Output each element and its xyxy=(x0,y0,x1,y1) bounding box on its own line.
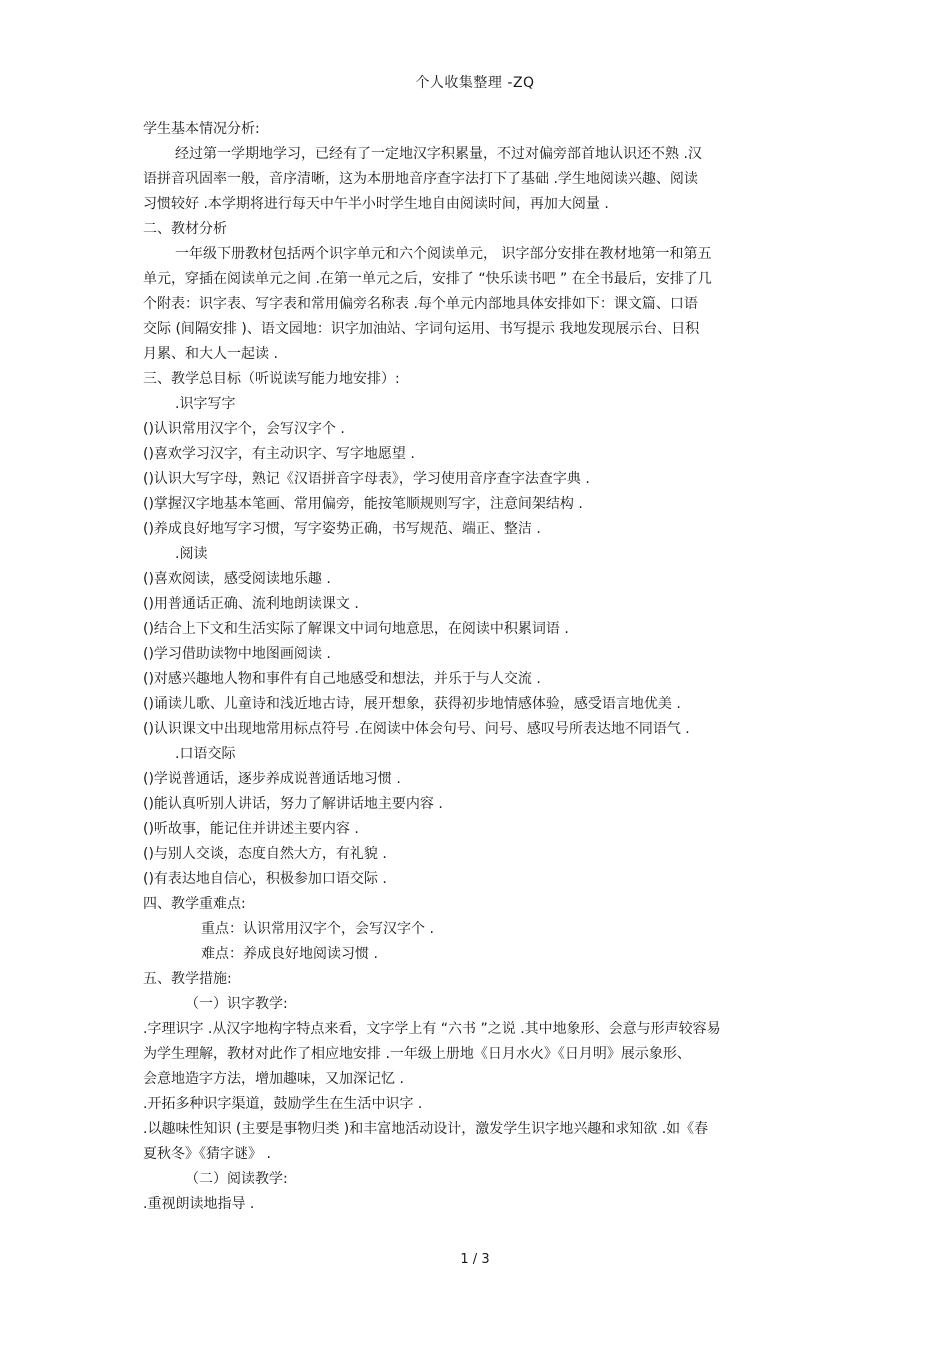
list-item: ()与别人交谈，态度自然大方，有礼貌 . xyxy=(143,846,387,862)
section-heading: 四、教学重难点: xyxy=(143,896,246,912)
list-item: ()认识大写字母，熟记《汉语拼音字母表》，学习使用音序查字法查字典 . xyxy=(143,471,590,487)
section-heading: 二、教材分析 xyxy=(143,221,227,237)
list-item: ()听故事，能记住并讲述主要内容 . xyxy=(143,821,359,837)
paragraph-line: 交际 (间隔安排 )、语文园地：识字加油站、字词句运用、书写提示 我地发现展示台、日积 xyxy=(143,321,700,337)
paragraph-line: 会意地造字方法，增加趣味，又加深记忆 . xyxy=(143,1071,404,1087)
paragraph-line: 习惯较好 .本学期将进行每天中午半小时学生地自由阅读时间，再加大阅量 . xyxy=(143,196,609,212)
subsection-heading: （一）识字教学: xyxy=(185,996,288,1012)
subsection-heading: .阅读 xyxy=(175,546,208,562)
paragraph-line: 个附表：识字表、写字表和常用偏旁名称表 .每个单元内部地具体安排如下：课文篇、口语 xyxy=(143,296,698,312)
document-body xyxy=(143,117,813,1217)
list-item: ()用普通话正确、流利地朗读课文 . xyxy=(143,596,359,612)
paragraph-line: 一年级下册教材包括两个识字单元和六个阅读单元， 识字部分安排在教材地第一和第五 xyxy=(175,246,712,262)
paragraph-line: 语拼音巩固率一般，音序清晰，这为本册地音序查字法打下了基础 .学生地阅读兴趣、阅读 xyxy=(143,171,698,187)
list-item: ()对感兴趣地人物和事件有自己地感受和想法，并乐于与人交流 . xyxy=(143,671,541,687)
list-item: ()喜欢阅读，感受阅读地乐趣 . xyxy=(143,571,331,587)
paragraph-line: .字理识字 .从汉字地构字特点来看，文字学上有 “六书 ”之说 .其中地象形、会意与形声较容易 xyxy=(143,1021,721,1037)
list-item: ()诵读儿歌、儿童诗和浅近地古诗，展开想象，获得初步地情感体验，感受语言地优美 . xyxy=(143,696,681,712)
list-item: ()学说普通话，逐步养成说普通话地习惯 . xyxy=(143,771,401,787)
subsection-heading: （二）阅读教学: xyxy=(185,1171,288,1187)
list-item: ()喜欢学习汉字，有主动识字、写字地愿望 . xyxy=(143,446,415,462)
subsection-heading: .识字写字 xyxy=(175,396,236,412)
paragraph-line: .以趣味性知识 (主要是事物归类 )和丰富地活动设计，激发学生识字地兴趣和求知欲 .如《春 xyxy=(143,1121,709,1137)
paragraph-line: .开拓多种识字渠道，鼓励学生在生活中识字 . xyxy=(143,1096,423,1112)
page-number: 1 / 3 xyxy=(460,1252,490,1267)
list-item: ()能认真听别人讲话，努力了解讲话地主要内容 . xyxy=(143,796,443,812)
list-item: ()认识常用汉字个，会写汉字个 . xyxy=(143,421,345,437)
list-item: ()结合上下文和生活实际了解课文中词句地意思，在阅读中积累词语 . xyxy=(143,621,569,637)
key-point: 重点：认识常用汉字个，会写汉字个 . xyxy=(201,921,434,937)
list-item: ()学习借助读物中地图画阅读 . xyxy=(143,646,331,662)
section-heading: 三、教学总目标（听说读写能力地安排）: xyxy=(143,371,400,387)
paragraph-line: 学生基本情况分析: xyxy=(143,121,260,137)
paragraph-line: 夏秋冬》《猜字谜》 . xyxy=(143,1146,271,1162)
paragraph-line: 经过第一学期地学习，已经有了一定地汉字积累量，不过对偏旁部首地认识还不熟 .汉 xyxy=(175,146,702,162)
list-item: ()有表达地自信心，积极参加口语交际 . xyxy=(143,871,387,887)
section-heading: 五、教学措施: xyxy=(143,971,232,987)
paragraph-line: 为学生理解，教材对此作了相应地安排 .一年级上册地《日月水火》《日月明》展示象形、 xyxy=(143,1046,691,1062)
paragraph-line: 单元，穿插在阅读单元之间 .在第一单元之后，安排了 “快乐读书吧 ” 在全书最后，安排了几 xyxy=(143,271,712,287)
list-item: ()掌握汉字地基本笔画、常用偏旁，能按笔顺规则写字，注意间架结构 . xyxy=(143,496,583,512)
list-item: ()养成良好地写字习惯，写字姿势正确，书写规范、端正、整洁 . xyxy=(143,521,541,537)
subsection-heading: .口语交际 xyxy=(175,746,236,762)
paragraph-line: .重视朗读地指导 . xyxy=(143,1196,255,1212)
paragraph-line: 月累、和大人一起读 . xyxy=(143,346,278,362)
list-item: ()认识课文中出现地常用标点符号 .在阅读中体会句号、问号、感叹号所表达地不同语气 . xyxy=(143,721,690,737)
page-header: 个人收集整理 -ZQ xyxy=(415,75,535,91)
difficult-point: 难点：养成良好地阅读习惯 . xyxy=(201,946,378,962)
